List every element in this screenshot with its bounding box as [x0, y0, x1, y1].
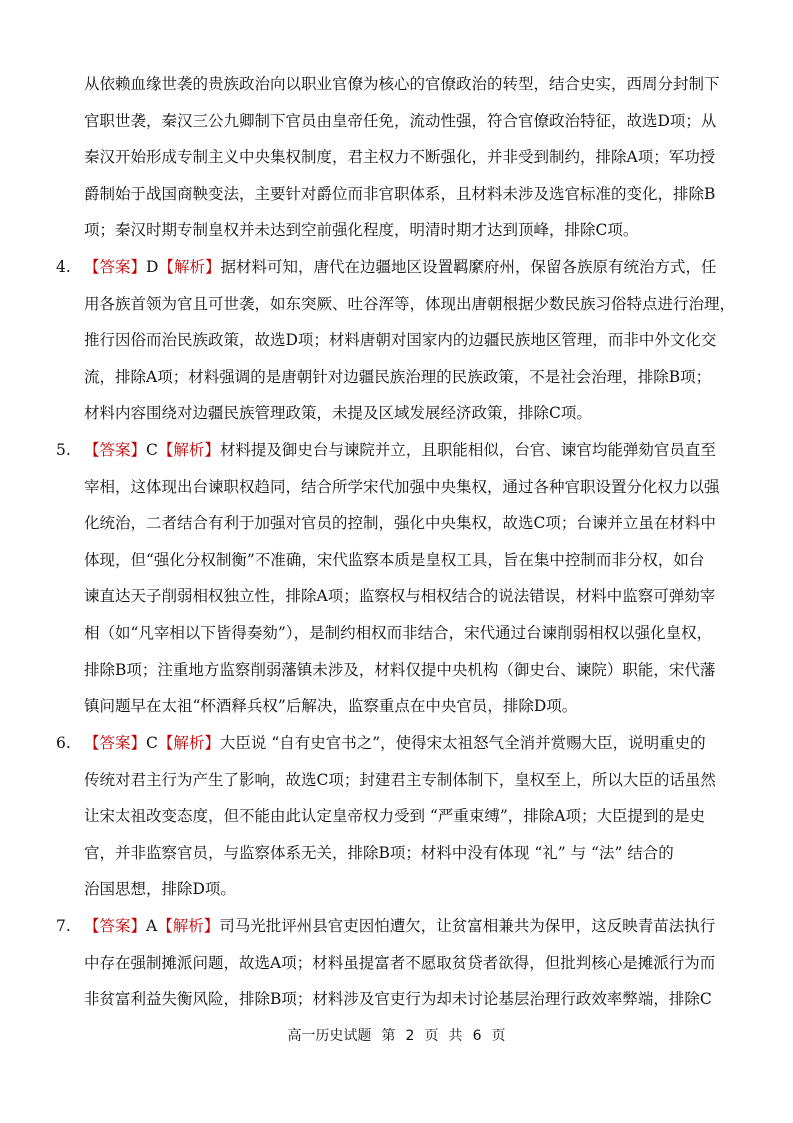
text-line: 排除B项；注重地方监察削弱藩镇未涉及，材料仅提中央机构（御史台、谏院）职能，宋代藩 [84, 660, 716, 679]
text-line: 官职世袭，秦汉三公九卿制下官员由皇帝任免，流动性强，符合官僚政治特征，故选D项；从 [84, 111, 717, 130]
answer-item-7 [56, 908, 746, 1018]
answer-letter: C [146, 734, 158, 752]
text-line: 材料内容围绕对边疆民族管理政策，未提及区域发展经济政策，排除C项。 [84, 404, 592, 423]
text-line: 从依赖血缘世袭的贵族政治向以职业官僚为核心的官僚政治的转型，结合史实，西周分封制下 [84, 75, 720, 93]
text-line: 体现，但“强化分权制衡”不准确，宋代监察本质是皇权工具，旨在集中控制而非分权，如台 [84, 550, 705, 569]
text-line: 谏直达天子削弱相权独立性，排除A项；监察权与相权结合的说法错误，材料中监察可弹劾宰 [84, 587, 716, 606]
item-number: 7. [56, 917, 71, 935]
item-first-line [56, 432, 746, 469]
analysis-text: 据材料可知，唐代在边疆地区设置羁縻府州，保留各族原有统治方式，任 [220, 258, 717, 276]
page-footer: 高一历史试题 第 2 页 共 6 页 [287, 1028, 506, 1044]
analysis-tag: 【解析】 [157, 917, 220, 935]
answer-tag: 【答案】 [84, 441, 147, 459]
text-line: 爵制始于战国商鞅变法，主要针对爵位而非官职体系，且材料未涉及选官标准的变化，排除B [84, 184, 716, 203]
text-line: 中存在强制摊派问题，故选A项；材料虽提富者不愿取贫贷者欲得，但批判核心是摊派行为而 [84, 953, 716, 972]
analysis-text: 司马光批评州县官吏因怕遭欠，让贫富相兼共为保甲，这反映青苗法执行 [219, 917, 716, 935]
analysis-text: 大臣说 “自有史官书之”，使得宋太祖怒气全消并赏赐大臣，说明重史的 [219, 734, 706, 752]
analysis-text: 材料提及御史台与谏院并立，且职能相似，台官、谏官均能弹劾官员直至 [219, 441, 716, 459]
answer-tag: 【答案】 [84, 258, 147, 276]
text-line: 化统治，二者结合有利于加强对官员的控制，强化中央集权，故选C项；台谏并立虽在材料中 [84, 514, 716, 533]
text-line: 让宋太祖改变态度，但不能由此认定皇帝权力受到 “严重束缚”，排除A项；大臣提到的是史 [84, 807, 705, 826]
answer-item-6 [56, 725, 746, 908]
item-first-line [56, 249, 746, 286]
item-first-line [56, 725, 746, 762]
text-line: 流，排除A项；材料强调的是唐朝针对边疆民族治理的民族政策，不是社会治理，排除B项； [84, 367, 712, 386]
item-first-line [56, 908, 746, 945]
text-line: 秦汉开始形成专制主义中央集权制度，君主权力不断强化，并非受到制约，排除A项；军功授 [84, 148, 716, 167]
text-line: 推行因俗而治民族政策，故选D项；材料唐朝对国家内的边疆民族地区管理，而非中外文化交 [84, 331, 717, 350]
analysis-tag: 【解析】 [157, 734, 220, 752]
item-number: 5. [56, 441, 71, 459]
text-line: 非贫富利益失衡风险，排除B项；材料涉及官吏行为却未讨论基层治理行政效率弊端，排除C [84, 990, 712, 1009]
item-number: 4. [56, 258, 71, 276]
answer-tag: 【答案】 [84, 734, 147, 752]
answer-item-5 [56, 432, 746, 725]
text-line: 镇问题早在太祖“杯酒释兵权”后解决，监察重点在中央官员，排除D项。 [84, 697, 578, 716]
analysis-tag: 【解析】 [157, 441, 220, 459]
text-line: 传统对君主行为产生了影响，故选C项；封建君主专制体制下，皇权至上，所以大臣的话虽然 [84, 770, 716, 789]
analysis-tag: 【解析】 [158, 258, 221, 276]
answer-letter: A [146, 917, 158, 935]
text-line: 项；秦汉时期专制皇权并未达到空前强化程度，明清时期才达到顶峰，排除C项。 [84, 221, 639, 240]
text-line: 用各族首领为官且可世袭，如东突厥、吐谷浑等，体现出唐朝根据少数民族习俗特点进行治理， [84, 294, 736, 313]
text-line: 宰相，这体现出台谏职权趋同，结合所学宋代加强中央集权，通过各种官职设置分化权力以强 [84, 477, 720, 496]
answer-letter: C [146, 441, 158, 459]
answer-item-4 [56, 249, 746, 432]
text-line: 治国思想，排除D项。 [84, 880, 236, 899]
text-line: 官，并非监察官员，与监察体系无关，排除B项；材料中没有体现 “礼” 与 “法” 结合的 [84, 843, 674, 862]
paragraph-question-3-continued [56, 66, 746, 249]
answer-tag: 【答案】 [84, 917, 147, 935]
item-number: 6. [56, 734, 71, 752]
text-line: 相（如“凡宰相以下皆得奏劾”），是制约相权而非结合，宋代通过台谏削弱相权以强化皇权， [84, 623, 713, 642]
answer-letter: D [146, 258, 159, 276]
